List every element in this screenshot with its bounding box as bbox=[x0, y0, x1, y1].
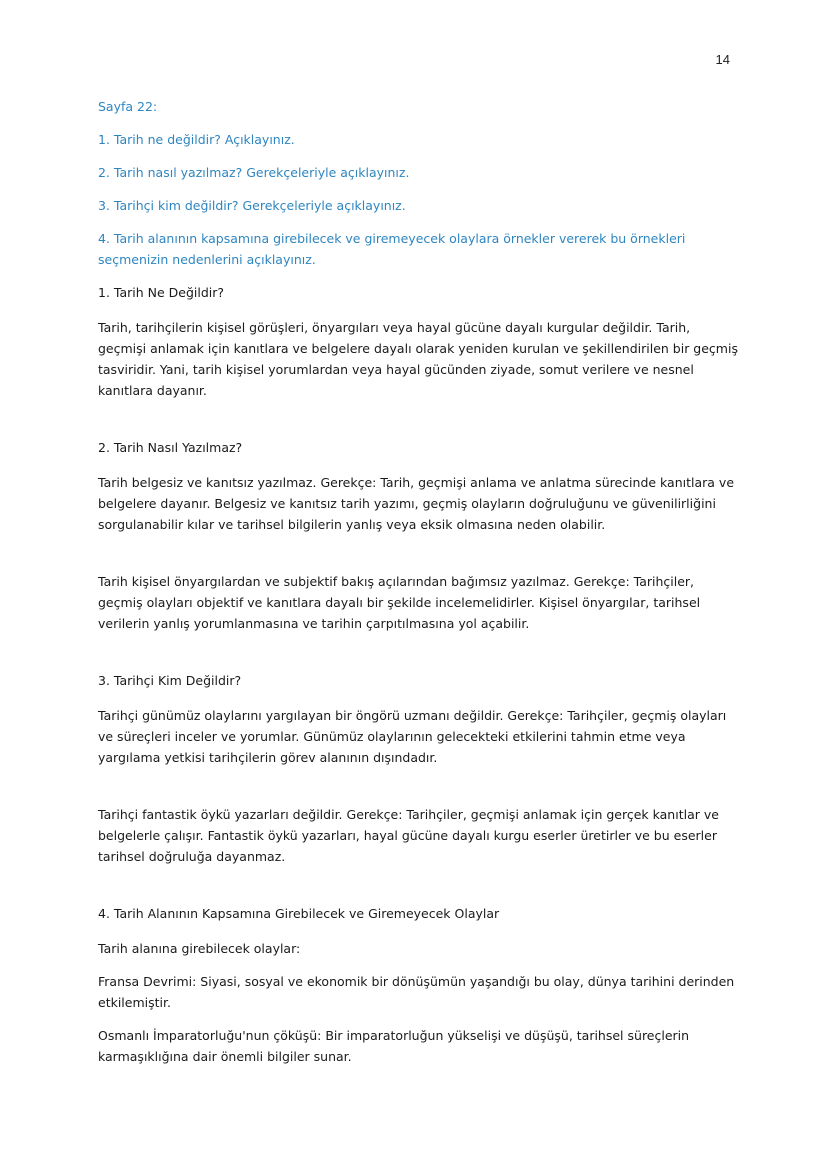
answer-2-paragraph-1: Tarih belgesiz ve kanıtsız yazılmaz. Gerekçe: Tarih, geçmişi anlama ve anlatma sürecinde kanıtlara ve belgelere dayanır. Belgesiz ve kanıtsız tarih yazımı, geçmiş olayların doğruluğunu ve güvenilirliğini sorgulanabilir kılar ve tarihsel bilgilerin yanlış veya eksik olmasına neden olabilir. bbox=[98, 475, 735, 532]
question-3: 3. Tarihçi kim değildir? Gerekçeleriyle açıklayınız. bbox=[98, 198, 406, 213]
question-4: 4. Tarih alanının kapsamına girebilecek ve giremeyecek olaylara örnekler vererek bu örnekleri seçmenizin nedenlerini açıklayınız. bbox=[98, 231, 686, 267]
answer-1-paragraph: Tarih, tarihçilerin kişisel görüşleri, önyargıları veya hayal gücüne dayalı kurgular değildir. Tarih, geçmişi anlamak için kanıtlara ve belgelere dayalı olarak yeniden kurulan ve şekillendirilen bir geçmiş tasviridir. Yani, tarih kişisel yorumlardan veya hayal gücünden ziyade, somut verilere ve nesnel kanıtlara dayanır. bbox=[98, 320, 738, 398]
question-1: 1. Tarih ne değildir? Açıklayınız. bbox=[98, 132, 295, 147]
question-2: 2. Tarih nasıl yazılmaz? Gerekçeleriyle açıklayınız. bbox=[98, 165, 410, 180]
answer-4-subtitle: Tarih alanına girebilecek olaylar: bbox=[98, 941, 301, 956]
page-heading: Sayfa 22: bbox=[98, 99, 158, 114]
answer-4-item-2: Osmanlı İmparatorluğu'nun çöküşü: Bir imparatorluğun yükselişi ve düşüşü, tarihsel süreçlerin karmaşıklığına dair önemli bilgiler sunar. bbox=[98, 1028, 690, 1064]
answer-4-item-1: Fransa Devrimi: Siyasi, sosyal ve ekonomik bir dönüşümün yaşandığı bu olay, dünya tarihini derinden etkilemiştir. bbox=[98, 974, 735, 1010]
answer-2-paragraph-2: Tarih kişisel önyargılardan ve subjektif bakış açılarından bağımsız yazılmaz. Gerekçe: Tarihçiler, geçmiş olayları objektif ve kanıtlara dayalı bir şekilde incelemelidirler. Kişisel önyargılar, tarihsel verilerin yanlış yorumlanmasına ve tarihin çarpıtılmasına yol açabilir. bbox=[98, 574, 701, 631]
answer-3-paragraph-1: Tarihçi günümüz olaylarını yargılayan bir öngörü uzmanı değildir. Gerekçe: Tarihçiler, geçmiş olayları ve süreçleri inceler ve yorumlar. Günümüz olaylarının gelecekteki etkilerini tahmin etme veya yargılama yetkisi tarihçilerin görev alanının dışındadır. bbox=[98, 708, 727, 765]
answer-2-title: 2. Tarih Nasıl Yazılmaz? bbox=[98, 440, 243, 455]
document-body bbox=[98, 96, 738, 1079]
answer-3-paragraph-2: Tarihçi fantastik öykü yazarları değildir. Gerekçe: Tarihçiler, geçmişi anlamak için gerçek kanıtlar ve belgelerle çalışır. Fantastik öykü yazarları, hayal gücüne dayalı kurgu eserler üretirler ve bu eserler tarihsel doğruluğa dayanmaz. bbox=[98, 807, 719, 864]
answer-4-title: 4. Tarih Alanının Kapsamına Girebilecek ve Giremeyecek Olaylar bbox=[98, 906, 500, 921]
page-number: 14 bbox=[715, 52, 730, 67]
answer-3-title: 3. Tarihçi Kim Değildir? bbox=[98, 673, 242, 688]
answer-1-title: 1. Tarih Ne Değildir? bbox=[98, 285, 225, 300]
